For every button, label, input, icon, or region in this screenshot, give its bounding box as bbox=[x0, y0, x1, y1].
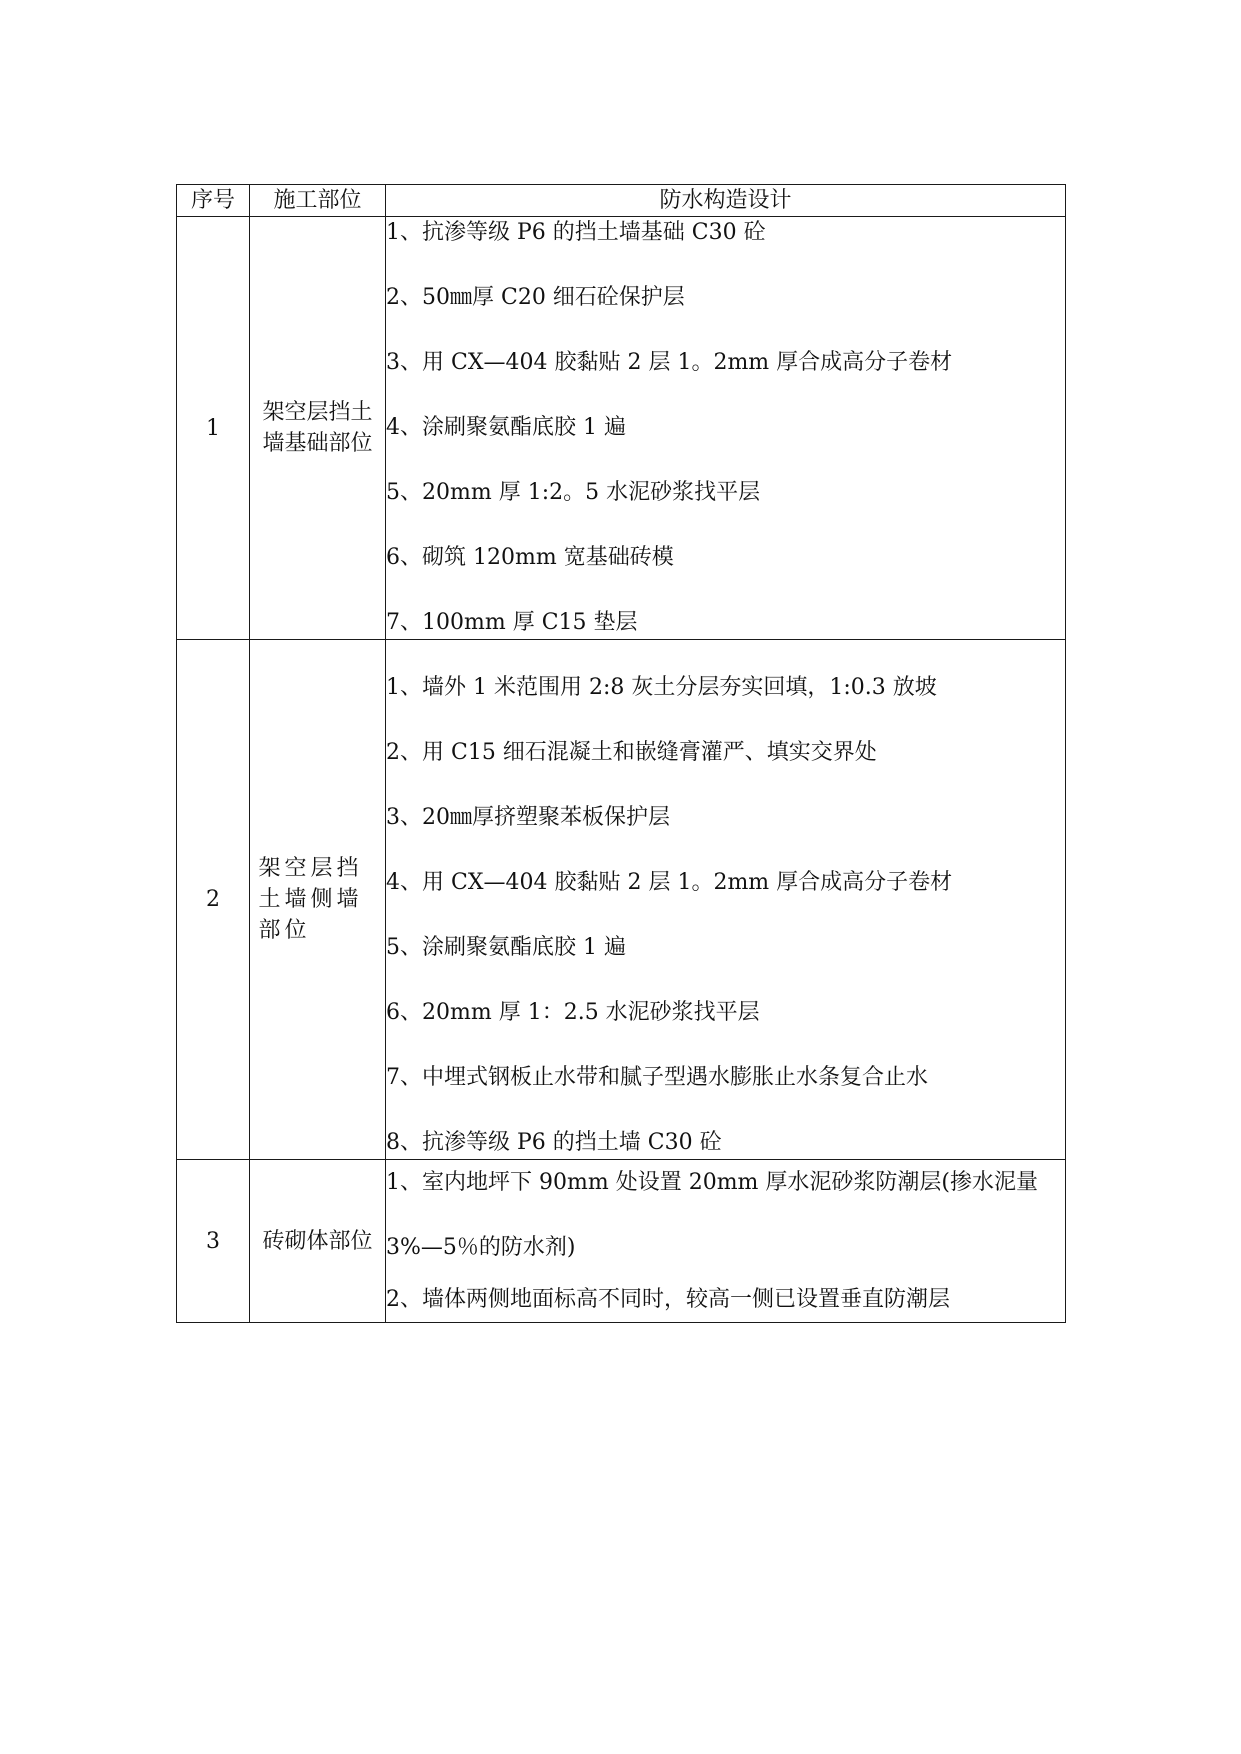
design-item: 2、墙体两侧地面标高不同时，较高一侧已设置垂直防潮层 bbox=[386, 1287, 950, 1312]
row-location: 架空层挡土墙基础部位 bbox=[262, 400, 373, 456]
waterproofing-design-table bbox=[176, 184, 1066, 1323]
design-item: 5、20mm 厚 1:2。5 水泥砂浆找平层 bbox=[386, 480, 761, 505]
row-design-cell bbox=[386, 217, 1066, 640]
design-item: 1、墙外 1 米范围用 2:8 灰土分层夯实回填，1:0.3 放坡 bbox=[386, 675, 937, 700]
row-location-cell bbox=[250, 217, 386, 640]
design-item: 7、中埋式钢板止水带和腻子型遇水膨胀止水条复合止水 bbox=[386, 1065, 928, 1090]
table-row bbox=[177, 640, 1066, 1160]
design-item: 4、用 CX—404 胶黏贴 2 层 1。2mm 厚合成高分子卷材 bbox=[386, 870, 953, 895]
row-serial-number: 3 bbox=[177, 1160, 250, 1323]
design-item: 8、抗渗等级 P6 的挡土墙 C30 砼 bbox=[386, 1130, 722, 1155]
design-item: 1、抗渗等级 P6 的挡土墙基础 C30 砼 bbox=[386, 220, 766, 245]
design-item: 3、20㎜厚挤塑聚苯板保护层 bbox=[386, 805, 670, 830]
row-location: 砖砌体部位 bbox=[262, 1228, 373, 1254]
design-item: 1、室内地坪下 90mm 处设置 20mm 厚水泥砂浆防潮层(掺水泥量 3%—5％的防水剂) bbox=[386, 1170, 1038, 1260]
design-item: 2、用 C15 细石混凝土和嵌缝膏灌严、填实交界处 bbox=[386, 740, 877, 765]
design-item: 4、涂刷聚氨酯底胶 1 遍 bbox=[386, 415, 626, 440]
design-item: 2、50㎜厚 C20 细石砼保护层 bbox=[386, 285, 685, 310]
header-serial-number: 序号 bbox=[177, 185, 250, 217]
design-item-list bbox=[386, 640, 1065, 1159]
row-serial-number: 1 bbox=[177, 217, 250, 640]
table-row bbox=[177, 1160, 1066, 1323]
row-serial-number: 2 bbox=[177, 640, 250, 1160]
row-location-cell bbox=[250, 1160, 386, 1323]
row-design-cell bbox=[386, 640, 1066, 1160]
table-row bbox=[177, 217, 1066, 640]
row-location-cell bbox=[250, 640, 386, 1160]
row-location: 架空层挡土墙侧墙部位 bbox=[258, 856, 363, 943]
table-header-row bbox=[177, 185, 1066, 217]
design-item-list bbox=[386, 217, 1065, 639]
row-design-cell bbox=[386, 1160, 1066, 1323]
design-item-list bbox=[386, 1150, 1065, 1316]
header-waterproof-design: 防水构造设计 bbox=[386, 185, 1066, 217]
design-item: 6、20mm 厚 1：2.5 水泥砂浆找平层 bbox=[386, 1000, 760, 1025]
design-item: 3、用 CX—404 胶黏贴 2 层 1。2mm 厚合成高分子卷材 bbox=[386, 350, 953, 375]
header-construction-location: 施工部位 bbox=[250, 185, 386, 217]
design-item: 5、涂刷聚氨酯底胶 1 遍 bbox=[386, 935, 626, 960]
design-item: 6、砌筑 120mm 宽基础砖模 bbox=[386, 545, 674, 570]
design-item: 7、100mm 厚 C15 垫层 bbox=[386, 610, 638, 635]
